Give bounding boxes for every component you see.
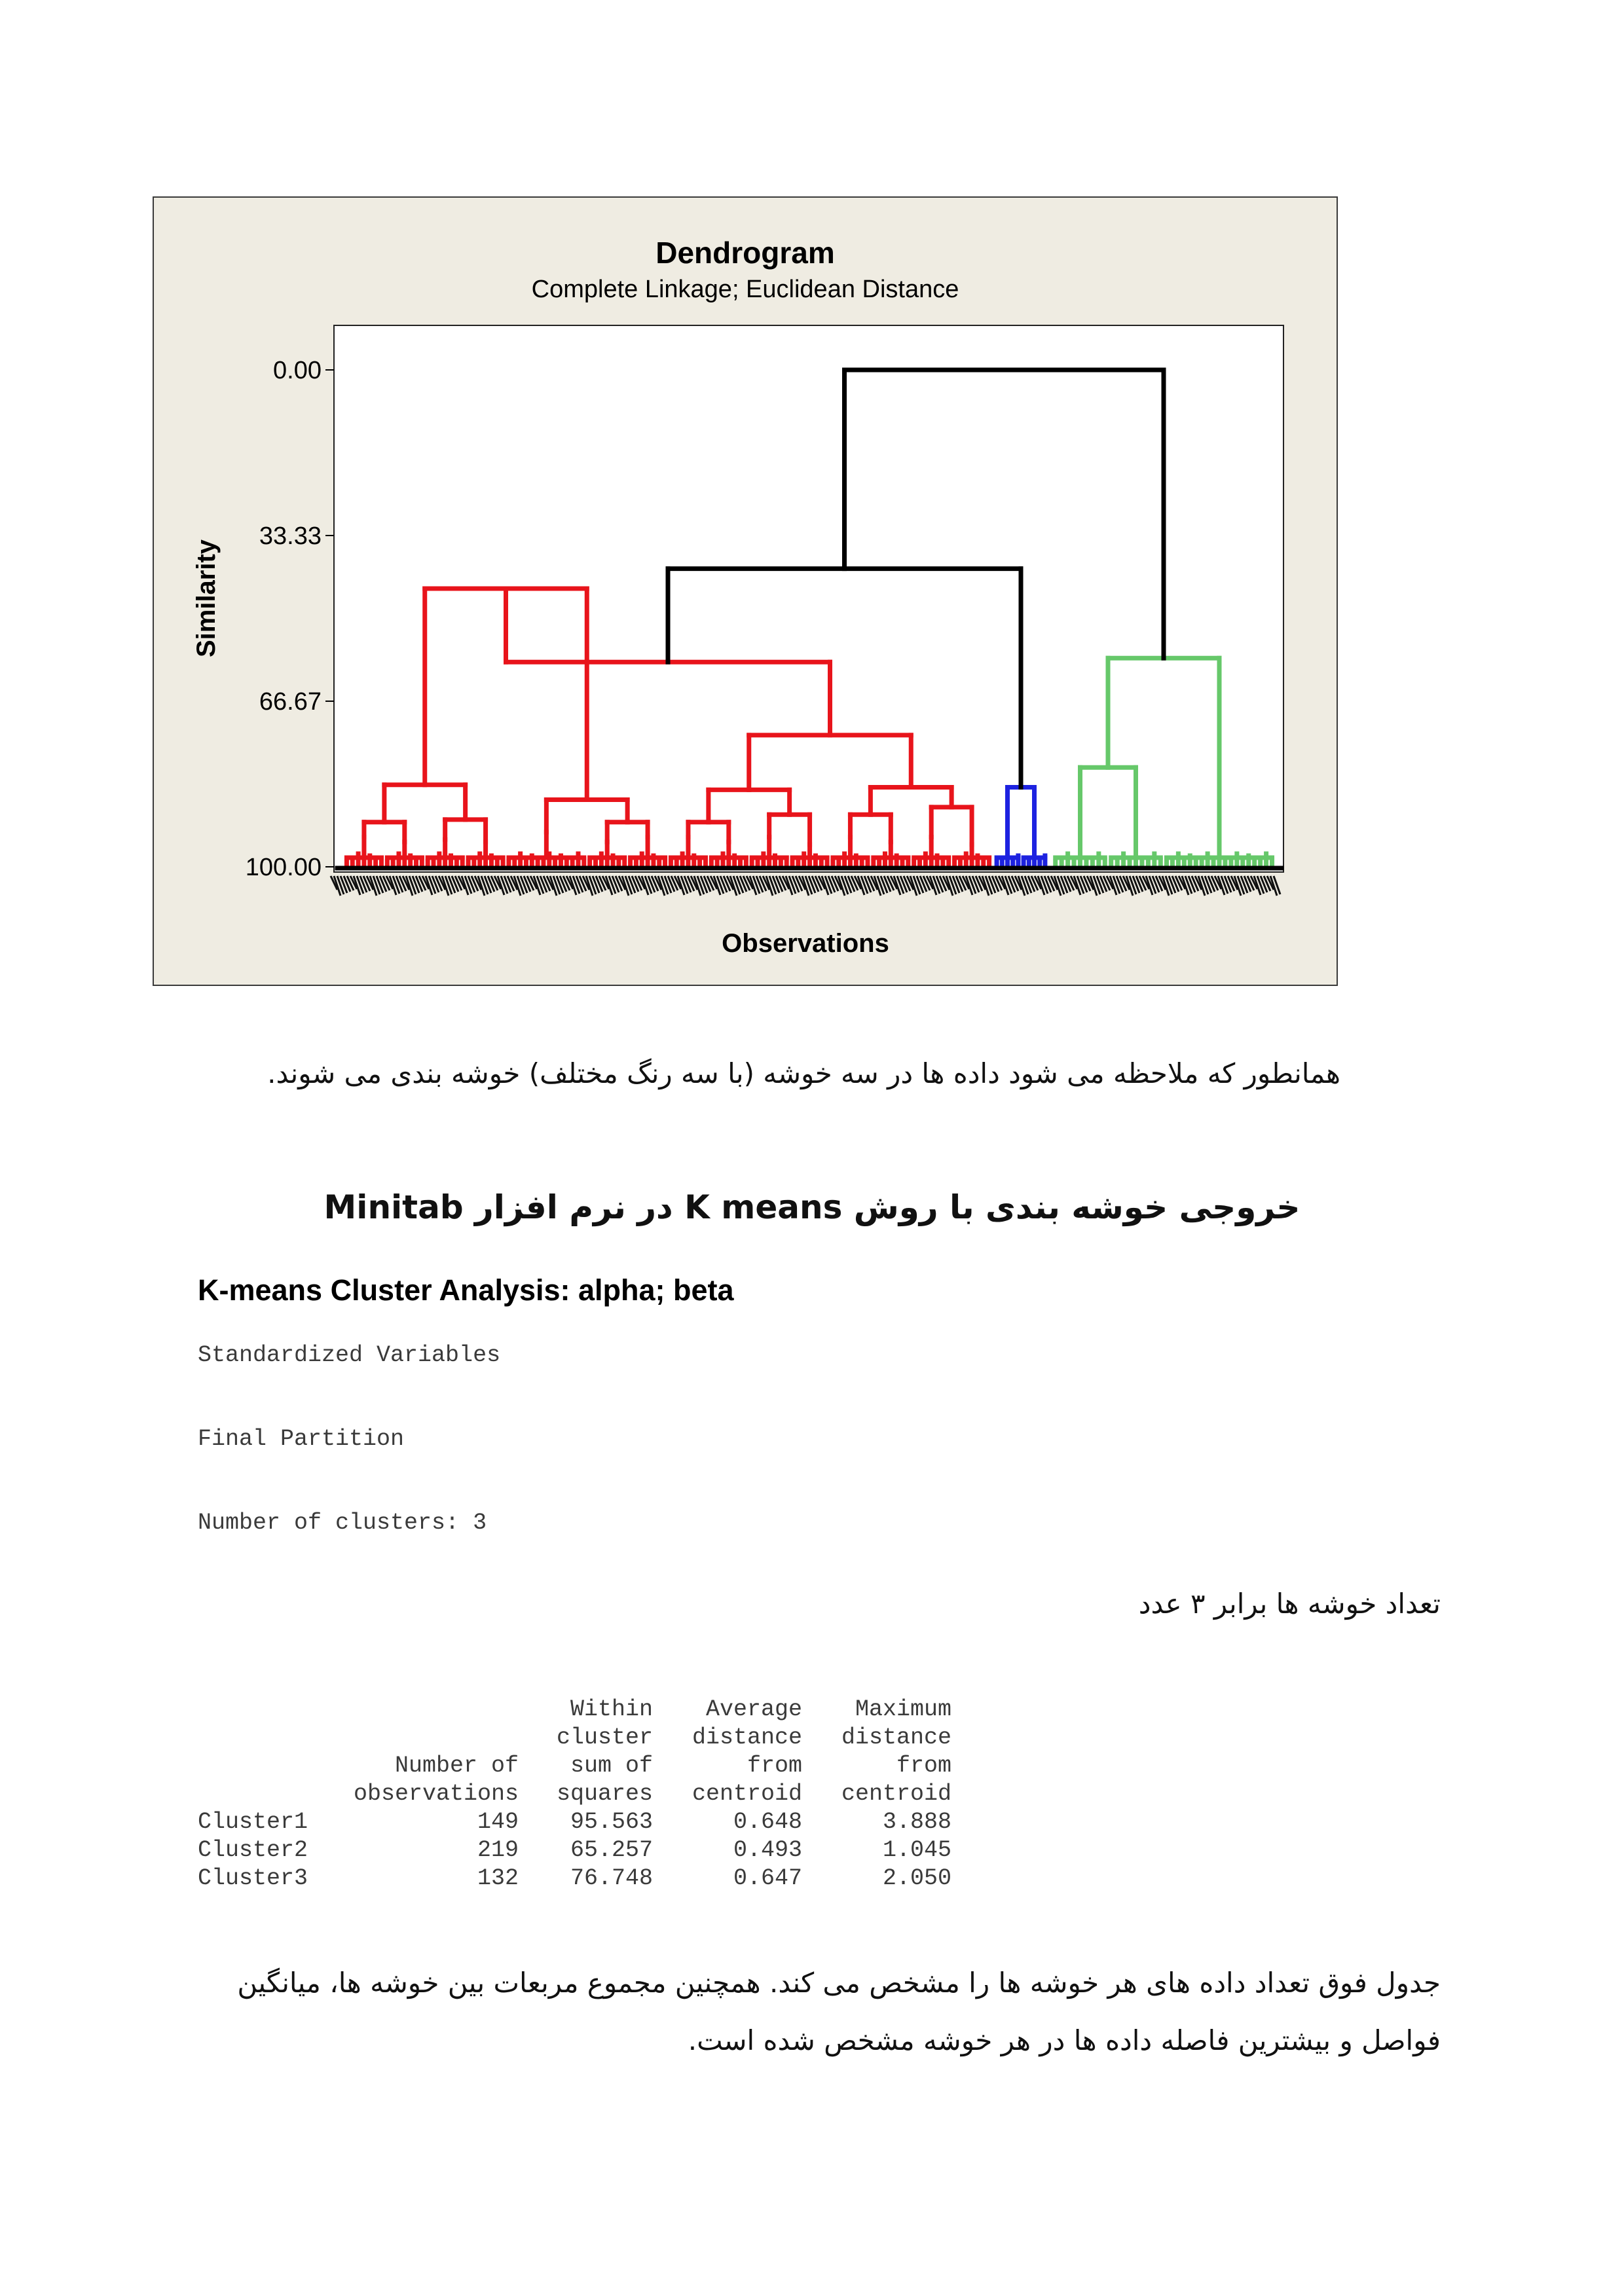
header-number-of-observations: Number of observations (353, 1753, 519, 1807)
table-row (198, 1808, 951, 1836)
cell-sum-of-squares: 76.748 (570, 1865, 653, 1891)
table-header-row (198, 1696, 951, 1808)
header-within-ss: Within cluster sum of squares (556, 1696, 653, 1807)
table-row (198, 1836, 951, 1865)
cell-sum-of-squares: 95.563 (570, 1809, 653, 1835)
caption3-line1: جدول فوق تعداد داده های هر خوشه ها را مشخص می کند. همچنین مجموع مربعات بین خوشه ها، میانگین (237, 1967, 1441, 1999)
y-tick-label: 100.00 (245, 854, 322, 881)
header-maximum-distance: Maximum distance from centroid (841, 1696, 951, 1807)
number-of-clusters-label: Number of clusters: 3 (198, 1510, 487, 1536)
x-axis-label: Observations (722, 929, 889, 958)
final-partition-label: Final Partition (198, 1426, 405, 1452)
chart-subtitle: Complete Linkage; Euclidean Distance (531, 276, 959, 303)
table-header-blank (198, 1696, 342, 1808)
y-tick-label: 66.67 (259, 688, 322, 716)
caption-cluster-count: تعداد خوشه ها برابر ۳ عدد (1138, 1588, 1441, 1620)
cell-average-distance: 0.493 (733, 1837, 802, 1863)
dendrogram-chart (154, 198, 1337, 985)
cell-observations: 149 (477, 1809, 519, 1835)
cell-maximum-distance: 2.050 (882, 1865, 951, 1891)
cell-maximum-distance: 1.045 (882, 1837, 951, 1863)
kmeans-analysis-title: K-means Cluster Analysis: alpha; beta (198, 1273, 734, 1307)
cell-maximum-distance: 3.888 (882, 1809, 951, 1835)
cell-average-distance: 0.648 (733, 1809, 802, 1835)
header-average-distance: Average distance from centroid (692, 1696, 802, 1807)
cell-observations: 219 (477, 1837, 519, 1863)
cell-average-distance: 0.647 (733, 1865, 802, 1891)
y-axis-label: Similarity (192, 539, 221, 658)
cluster-name: Cluster3 (198, 1865, 308, 1891)
table-row (198, 1865, 951, 1893)
y-tick-label: 0.00 (273, 357, 322, 384)
plot-area (334, 325, 1283, 872)
dendrogram-leaves (331, 876, 1280, 896)
section-heading: خروجی خوشه بندی با روش K means در نرم افزار Minitab (323, 1188, 1301, 1226)
y-tick-label: 33.33 (259, 522, 322, 550)
cell-sum-of-squares: 65.257 (570, 1837, 653, 1863)
cluster-name: Cluster2 (198, 1837, 308, 1863)
dendrogram-figure (153, 196, 1338, 986)
caption3-line2: فواصل و بیشترین فاصله داده ها در هر خوشه مشخص شده است. (688, 2024, 1441, 2056)
cell-observations: 132 (477, 1865, 519, 1891)
cluster-table (198, 1696, 951, 1893)
standardized-variables-label: Standardized Variables (198, 1342, 501, 1368)
caption-table-explanation (177, 1954, 1441, 2069)
cluster-name: Cluster1 (198, 1809, 308, 1835)
chart-title: Dendrogram (655, 236, 835, 270)
y-axis-ticks (246, 357, 334, 881)
caption-clusters-note: همانطور که ملاحظه می شود داده ها در سه خوشه (با سه رنگ مختلف) خوشه بندی می شوند. (267, 1057, 1340, 1089)
